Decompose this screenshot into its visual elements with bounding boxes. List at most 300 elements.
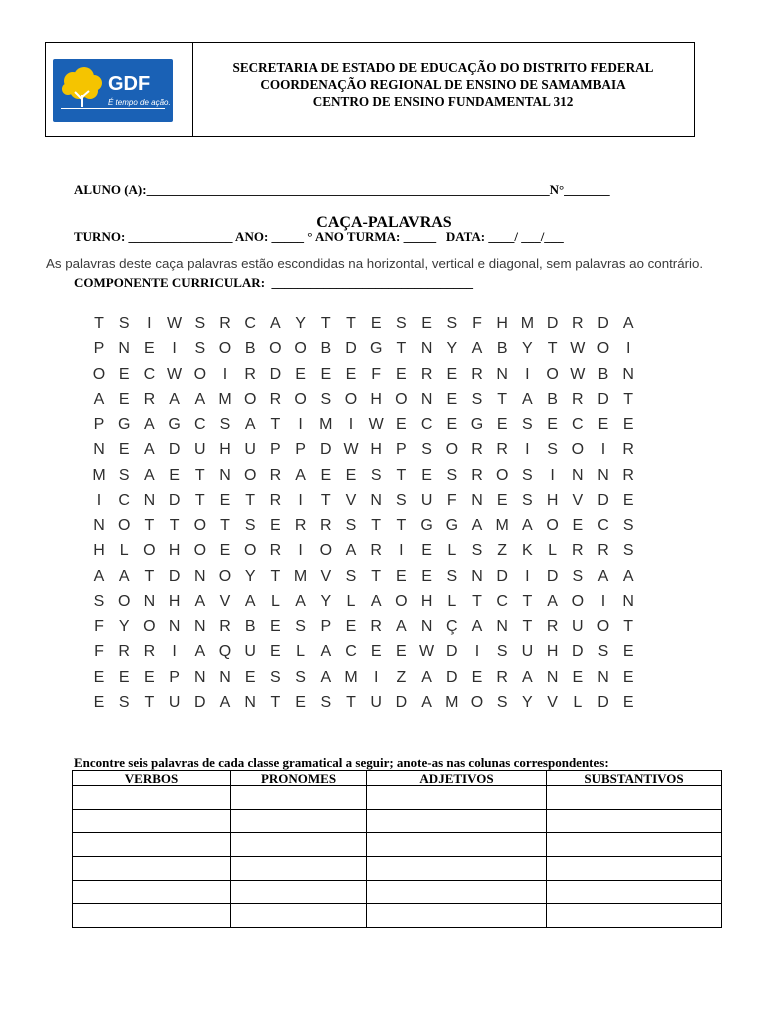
grid-letter: F — [94, 643, 104, 661]
grid-letter: G — [168, 416, 181, 433]
answer-cell[interactable] — [367, 880, 547, 904]
grid-letter: D — [597, 315, 609, 332]
grid-letter: D — [597, 491, 609, 509]
grid-letter: Y — [446, 340, 458, 358]
grid-letter: A — [295, 466, 306, 484]
grid-letter: E — [496, 491, 508, 509]
grid-letter: A — [622, 567, 634, 585]
grid-letter: U — [420, 491, 433, 509]
grid-letter: Y — [320, 592, 332, 610]
grid-letter: N — [597, 466, 609, 484]
grid-letter: S — [471, 390, 483, 408]
grid-letter: E — [118, 441, 130, 459]
grid-letter: M — [319, 416, 333, 433]
grid-letter: C — [597, 517, 609, 534]
grid-letter: D — [572, 643, 584, 661]
answer-cell[interactable] — [547, 786, 722, 810]
grid-letter: N — [118, 340, 130, 358]
grid-letter: S — [396, 315, 407, 332]
grid-letter: E — [144, 340, 155, 358]
grid-letter: S — [446, 567, 458, 585]
grid-letter: A — [244, 592, 256, 610]
grid-letter: A — [370, 592, 382, 610]
grid-letter: I — [525, 441, 530, 459]
grid-letter: T — [94, 315, 104, 332]
grid-letter: A — [295, 592, 306, 610]
answer-cell[interactable] — [231, 904, 367, 928]
grid-letter: F — [446, 491, 457, 509]
grid-letter: S — [345, 567, 357, 585]
grid-letter: R — [269, 390, 282, 408]
grid-letter: T — [371, 567, 382, 585]
task-instructions: Encontre seis palavras de cada classe gramatical a seguir; anote-as nas colunas correspondentes: — [74, 755, 609, 770]
grid-letter: E — [345, 618, 357, 635]
grid-letter: E — [295, 365, 306, 383]
grid-letter: U — [194, 441, 206, 459]
grid-letter: D — [446, 643, 458, 661]
grid-letter: E — [396, 416, 407, 433]
grid-letter: D — [446, 668, 458, 686]
grid-letter: B — [547, 390, 558, 408]
grid-letter: L — [119, 542, 129, 560]
grid-letter: N — [143, 491, 156, 509]
grid-letter: M — [495, 517, 509, 534]
grid-letter: R — [471, 441, 483, 459]
grid-letter: V — [547, 693, 558, 711]
grid-letter: R — [370, 542, 382, 560]
grid-letter: G — [445, 517, 459, 534]
header-institution — [193, 59, 693, 110]
grid-letter: E — [219, 542, 231, 560]
grid-letter: A — [522, 517, 533, 534]
answer-cell[interactable] — [231, 856, 367, 880]
grid-letter: N — [168, 618, 181, 635]
grid-letter: A — [144, 466, 155, 484]
grid-letter: O — [395, 390, 408, 408]
grid-letter: C — [143, 365, 156, 383]
grid-letter: A — [144, 441, 155, 459]
grid-letter: S — [93, 592, 105, 610]
grid-letter: L — [270, 592, 280, 610]
grid-letter: O — [571, 441, 585, 459]
grid-letter: E — [118, 365, 130, 383]
grid-letter: M — [218, 390, 232, 408]
grid-letter: E — [396, 567, 407, 585]
grid-letter: C — [420, 416, 433, 433]
grid-letter: C — [244, 315, 256, 332]
grid-letter: T — [497, 390, 508, 408]
grid-letter: S — [522, 491, 533, 509]
grid-letter: M — [344, 668, 358, 686]
grid-letter: S — [496, 643, 508, 661]
grid-letter: S — [194, 315, 206, 332]
grid-letter: T — [194, 466, 205, 484]
grid-letter: H — [168, 592, 181, 610]
logo-slogan: É tempo de ação. — [108, 98, 171, 107]
grid-letter: R — [244, 365, 256, 383]
grid-letter: T — [270, 416, 281, 433]
student-subject-line: COMPONENTE CURRICULAR: _______________________________ — [74, 275, 474, 290]
answer-cell[interactable] — [547, 809, 722, 833]
grid-letter: E — [421, 542, 432, 560]
grid-letter: U — [521, 643, 534, 661]
grid-letter: E — [622, 668, 634, 686]
grid-letter: L — [447, 592, 457, 610]
grid-letter: L — [573, 693, 583, 711]
grid-letter: R — [496, 441, 508, 459]
grid-letter: N — [93, 441, 105, 459]
grid-letter: W — [570, 365, 586, 383]
grid-letter: T — [522, 618, 533, 635]
grid-letter: S — [446, 466, 458, 484]
grid-letter: R — [597, 542, 609, 560]
grid-letter: U — [572, 618, 584, 635]
grid-letter: R — [269, 491, 282, 509]
header-adjetivos: ADJETIVOS — [367, 771, 547, 786]
answer-cell[interactable] — [367, 786, 547, 810]
grid-letter: S — [471, 542, 483, 560]
grid-letter: W — [167, 315, 183, 332]
grid-letter: G — [369, 340, 383, 358]
grid-letter: O — [445, 441, 459, 459]
answer-cell[interactable] — [367, 833, 547, 857]
answer-cell[interactable] — [73, 833, 231, 857]
grid-letter: E — [219, 491, 231, 509]
page-title: CAÇA-PALAVRAS — [316, 214, 452, 231]
answer-cell[interactable] — [231, 833, 367, 857]
grid-letter: D — [194, 693, 206, 711]
grid-letter: E — [622, 643, 634, 661]
grid-letter: H — [496, 315, 508, 332]
grid-letter: R — [572, 390, 584, 408]
grid-letter: E — [320, 365, 332, 383]
grid-letter: I — [399, 542, 404, 560]
grid-letter: I — [525, 567, 530, 585]
grid-letter: P — [295, 441, 306, 459]
grid-letter: S — [622, 542, 634, 560]
grid-letter: O — [143, 542, 156, 560]
grid-letter: D — [269, 365, 282, 383]
grid-letter: T — [623, 618, 634, 635]
grid-letter: R — [572, 542, 584, 560]
grid-letter: W — [167, 365, 183, 383]
grid-letter: T — [320, 491, 331, 509]
grid-letter: E — [370, 643, 382, 661]
grid-letter: O — [395, 592, 408, 610]
grid-letter: E — [295, 693, 306, 711]
answer-table — [72, 770, 722, 928]
grid-letter: O — [92, 365, 106, 383]
answer-row — [73, 833, 722, 857]
grid-letter: S — [244, 517, 256, 534]
answer-cell[interactable] — [367, 856, 547, 880]
grid-letter: S — [320, 693, 332, 711]
grid-letter: O — [269, 340, 282, 358]
grid-letter: V — [572, 491, 584, 509]
grid-letter: R — [496, 668, 508, 686]
grid-letter: U — [168, 693, 181, 711]
grid-letter: D — [546, 315, 559, 332]
grid-letter: A — [244, 416, 256, 433]
grid-letter: W — [570, 340, 586, 358]
grid-letter: H — [93, 542, 105, 560]
grid-letter: N — [471, 491, 483, 509]
grid-letter: C — [496, 592, 508, 610]
grid-letter: O — [218, 340, 232, 358]
header-line-centro: CENTRO DE ENSINO FUNDAMENTAL 312 — [312, 94, 574, 109]
grid-letter: E — [169, 466, 180, 484]
grid-letter: D — [168, 441, 181, 459]
grid-letter: S — [345, 517, 357, 534]
grid-letter: R — [143, 390, 156, 408]
grid-letter: P — [169, 668, 180, 686]
grid-letter: R — [143, 643, 156, 661]
grid-letter: O — [193, 542, 207, 560]
grid-letter: G — [117, 416, 131, 433]
grid-letter: R — [471, 466, 483, 484]
grid-letter: A — [345, 542, 357, 560]
grid-letter: T — [245, 491, 256, 509]
grid-letter: E — [446, 390, 458, 408]
grid-letter: Y — [118, 618, 130, 635]
grid-letter: N — [420, 618, 433, 635]
answer-row — [73, 809, 722, 833]
grid-letter: T — [547, 340, 558, 358]
grid-letter: N — [244, 693, 256, 711]
grid-letter: G — [420, 517, 433, 534]
grid-letter: N — [496, 618, 508, 635]
grid-letter: O — [495, 466, 509, 484]
grid-letter: E — [547, 416, 558, 433]
grid-letter: B — [496, 340, 508, 358]
grid-letter: A — [93, 390, 105, 408]
grid-letter: S — [370, 466, 382, 484]
grid-letter: O — [143, 618, 156, 635]
grid-letter: W — [419, 643, 435, 661]
grid-letter: N — [471, 567, 483, 585]
grid-letter: M — [92, 466, 106, 484]
answer-row — [73, 856, 722, 880]
grid-letter: O — [294, 390, 307, 408]
grid-letter: O — [243, 542, 257, 560]
grid-letter: T — [396, 466, 407, 484]
grid-letter: B — [244, 340, 256, 358]
grid-letter: R — [219, 618, 231, 635]
grid-letter: R — [294, 517, 307, 534]
grid-letter: A — [522, 390, 533, 408]
grid-letter: T — [194, 491, 205, 509]
grid-letter: O — [117, 592, 131, 610]
grid-letter: Y — [295, 315, 306, 332]
grid-letter: R — [219, 315, 231, 332]
grid-letter: E — [118, 668, 130, 686]
grid-letter: N — [219, 668, 231, 686]
grid-letter: I — [222, 365, 228, 383]
answer-cell[interactable] — [73, 856, 231, 880]
grid-letter: E — [320, 466, 332, 484]
grid-letter: A — [471, 517, 483, 534]
grid-letter: I — [298, 491, 303, 509]
grid-letter: I — [298, 416, 303, 433]
grid-letter: Y — [522, 693, 533, 711]
grid-letter: N — [622, 592, 634, 610]
grid-letter: H — [219, 441, 231, 459]
grid-letter: O — [218, 567, 232, 585]
grid-letter: S — [320, 390, 332, 408]
grid-letter: E — [270, 618, 281, 635]
grid-letter: R — [370, 618, 382, 635]
grid-letter: N — [93, 517, 105, 534]
grid-letter: Y — [244, 567, 256, 585]
grid-letter: H — [546, 643, 559, 661]
grid-letter: N — [143, 592, 156, 610]
answer-cell[interactable] — [231, 786, 367, 810]
grid-letter: T — [270, 693, 281, 711]
grid-letter: E — [345, 466, 357, 484]
grid-letter: R — [118, 643, 130, 661]
grid-letter: A — [219, 693, 231, 711]
grid-letter: A — [597, 567, 609, 585]
grid-letter: A — [471, 340, 483, 358]
grid-letter: O — [571, 592, 585, 610]
answer-cell[interactable] — [367, 904, 547, 928]
logo-text: GDF — [108, 73, 151, 95]
grid-letter: I — [147, 315, 152, 332]
grid-letter: S — [446, 315, 458, 332]
grid-letter: A — [547, 592, 558, 610]
answer-cell[interactable] — [367, 809, 547, 833]
grid-letter: S — [295, 618, 306, 635]
grid-letter: H — [420, 592, 433, 610]
grid-letter: E — [118, 390, 130, 408]
grid-letter: I — [348, 416, 354, 433]
grid-letter: S — [572, 567, 584, 585]
grid-letter: I — [474, 643, 480, 661]
grid-letter: E — [270, 643, 281, 661]
grid-letter: A — [118, 567, 130, 585]
grid-letter: A — [396, 618, 407, 635]
grid-letter: U — [244, 441, 256, 459]
header-box — [45, 42, 695, 137]
grid-letter: A — [320, 643, 332, 661]
grid-letter: C — [118, 491, 130, 509]
grid-letter: T — [144, 567, 155, 585]
grid-letter: N — [546, 668, 559, 686]
grid-letter: E — [396, 643, 407, 661]
grid-letter: L — [548, 542, 558, 560]
grid-letter: D — [546, 567, 559, 585]
grid-letter: D — [168, 567, 181, 585]
grid-letter: S — [622, 517, 634, 534]
grid-letter: M — [293, 567, 308, 585]
grid-letter: E — [93, 668, 105, 686]
grid-letter: A — [622, 315, 634, 332]
answer-cell[interactable] — [547, 833, 722, 857]
grid-letter: I — [550, 466, 555, 484]
grid-letter: S — [194, 340, 206, 358]
grid-letter: K — [522, 542, 533, 560]
grid-letter: L — [447, 542, 457, 560]
grid-letter: O — [117, 517, 131, 534]
grid-letter: Ç — [446, 618, 458, 635]
grid-letter: E — [597, 416, 609, 433]
answer-row — [73, 786, 722, 810]
grid-letter: Z — [396, 668, 407, 686]
grid-letter: T — [346, 693, 356, 711]
grid-letter: N — [597, 668, 609, 686]
answer-row — [73, 904, 722, 928]
grid-letter: I — [600, 441, 606, 459]
grid-letter: S — [295, 668, 306, 686]
grid-letter: S — [496, 693, 508, 711]
grid-letter: T — [346, 315, 356, 332]
grid-letter: T — [396, 340, 407, 358]
grid-letter: N — [370, 491, 382, 509]
answer-cell[interactable] — [73, 809, 231, 833]
grid-letter: T — [144, 517, 155, 534]
header-pronomes: PRONOMES — [231, 771, 367, 786]
grid-letter: E — [572, 517, 584, 534]
answer-cell[interactable] — [547, 856, 722, 880]
answer-cell[interactable] — [73, 786, 231, 810]
grid-letter: R — [546, 618, 559, 635]
grid-letter: A — [320, 668, 332, 686]
grid-letter: S — [219, 416, 231, 433]
grid-letter: G — [470, 416, 484, 433]
grid-letter: A — [93, 567, 105, 585]
grid-letter: O — [546, 517, 559, 534]
grid-letter: D — [597, 390, 609, 408]
grid-letter: N — [496, 365, 508, 383]
grid-letter: A — [421, 693, 432, 711]
grid-letter: R — [269, 466, 282, 484]
grid-letter: Y — [522, 340, 533, 358]
grid-letter: T — [320, 315, 331, 332]
grid-letter: H — [546, 491, 559, 509]
grid-letter: E — [622, 416, 634, 433]
grid-letter: O — [243, 390, 257, 408]
grid-letter: E — [396, 365, 407, 383]
answer-cell[interactable] — [231, 880, 367, 904]
header-line-secretaria: SECRETARIA DE ESTADO DE EDUCAÇÃO DO DISTRITO FEDERAL — [232, 60, 654, 75]
answer-cell[interactable] — [231, 809, 367, 833]
grid-letter: O — [294, 340, 307, 358]
grid-letter: S — [118, 466, 130, 484]
grid-letter: A — [144, 416, 155, 433]
answer-cell[interactable] — [547, 880, 722, 904]
grid-letter: N — [194, 668, 206, 686]
grid-letter: T — [220, 517, 230, 534]
grid-letter: N — [194, 567, 206, 585]
grid-letter: M — [520, 315, 535, 332]
grid-letter: T — [623, 390, 634, 408]
grid-letter: C — [194, 416, 206, 433]
grid-letter: M — [445, 693, 459, 711]
grid-letter: P — [396, 441, 407, 459]
grid-letter: T — [522, 592, 533, 610]
grid-letter: D — [320, 441, 332, 459]
grid-letter: E — [471, 668, 483, 686]
answer-cell[interactable] — [547, 904, 722, 928]
answer-cell[interactable] — [73, 904, 231, 928]
grid-letter: F — [94, 618, 104, 635]
grid-letter: A — [194, 643, 206, 661]
answer-cell[interactable] — [73, 880, 231, 904]
header-substantivos: SUBSTANTIVOS — [547, 771, 722, 786]
grid-letter: S — [547, 441, 558, 459]
grid-letter: H — [370, 441, 382, 459]
grid-letter: E — [446, 365, 458, 383]
